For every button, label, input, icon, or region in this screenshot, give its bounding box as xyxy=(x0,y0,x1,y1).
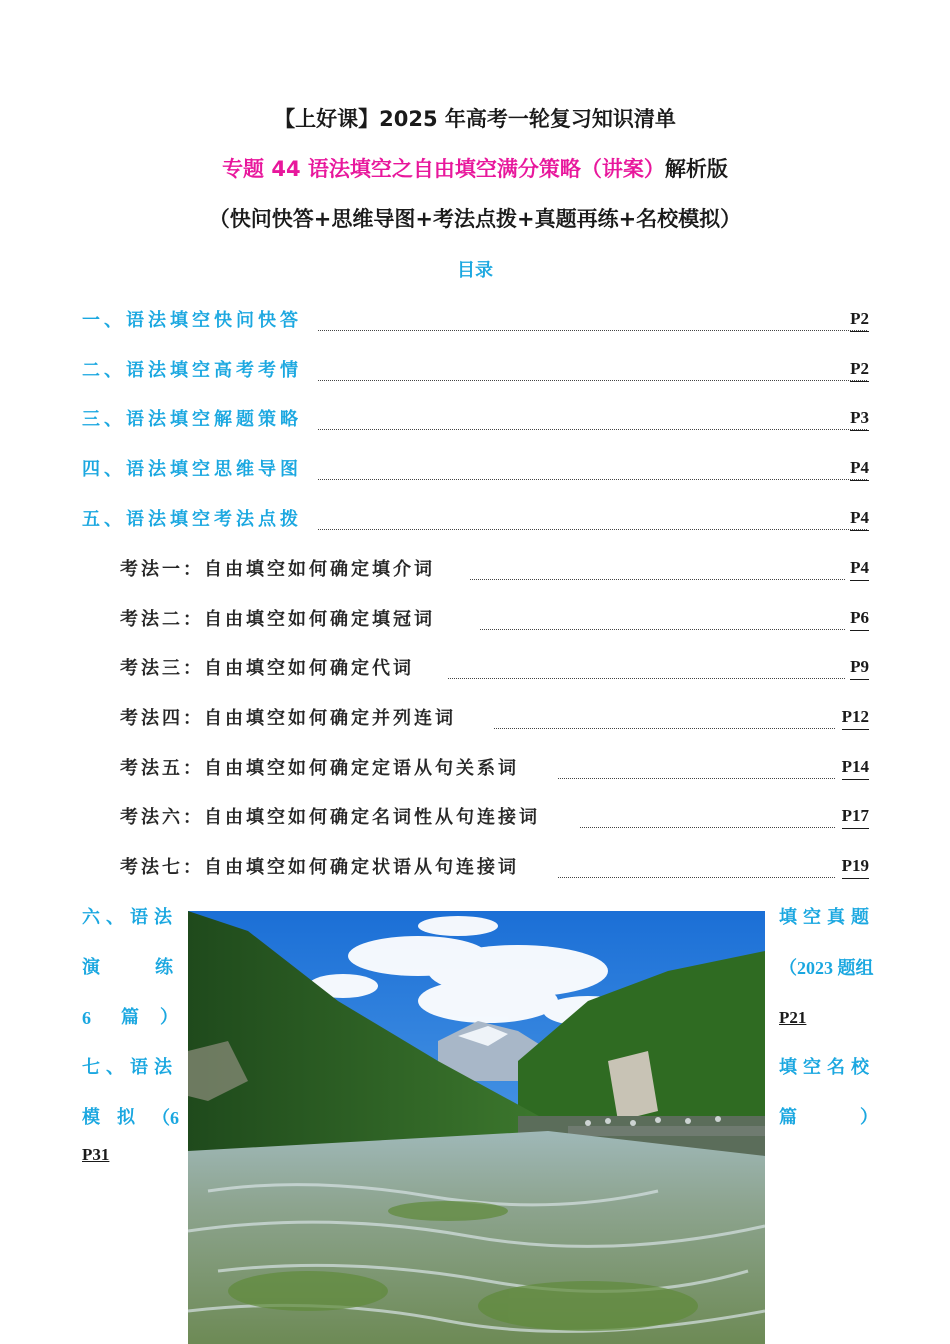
toc-item[interactable] xyxy=(82,307,869,335)
toc-subitem[interactable] xyxy=(120,755,869,783)
toc-fragment: 篇 xyxy=(121,1007,139,1028)
toc-subitem-page: P4 xyxy=(850,556,869,581)
toc-subitem-page: P17 xyxy=(842,804,869,829)
doc-title: 【上好课】2025 年高考一轮复习知识清单 xyxy=(274,107,676,131)
toc-item-label: 三、语法填空解题策略 xyxy=(82,409,302,430)
toc-fragment: ） xyxy=(860,1107,878,1128)
doc-sections-line: （快问快答+思维导图+考法点拨+真题再练+名校模拟） xyxy=(208,207,742,231)
toc-item-page: P3 xyxy=(850,406,869,431)
leader-dots xyxy=(318,529,867,530)
toc-subitem-page: P12 xyxy=(842,705,869,730)
toc-item-label: 五、语法填空考法点拨 xyxy=(82,509,302,530)
toc-heading: 目录 xyxy=(457,260,493,281)
leader-dots xyxy=(480,629,845,630)
toc-item-page: P4 xyxy=(850,506,869,531)
toc-subitem-page: P6 xyxy=(850,606,869,631)
toc-item-page: P2 xyxy=(850,307,869,332)
leader-dots xyxy=(318,330,867,331)
toc-subitem-label: 考法七：自由填空如何确定状语从句连接词 xyxy=(120,857,519,878)
toc-subitem[interactable] xyxy=(120,804,869,832)
leader-dots xyxy=(558,877,835,878)
toc-subitem-label: 考法六：自由填空如何确定名词性从句连接词 xyxy=(120,807,540,828)
toc-fragment: 拟 xyxy=(117,1107,135,1128)
leader-dots xyxy=(318,380,867,381)
toc-item-label: 二、语法填空高考考情 xyxy=(82,360,302,381)
toc-subitem-label: 考法二：自由填空如何确定填冠词 xyxy=(120,609,435,630)
toc-fragment-page[interactable]: P21 xyxy=(779,1008,807,1027)
subtitle-topic: 专题 44 语法填空之自由填空满分策略（讲案） xyxy=(222,157,665,181)
toc-subitem-label: 考法五：自由填空如何确定定语从句关系词 xyxy=(120,758,519,779)
toc-subitem-label: 考法三：自由填空如何确定代词 xyxy=(120,658,414,679)
toc-fragment: 模 xyxy=(82,1107,100,1128)
toc-item-label: 一、语法填空快问快答 xyxy=(82,310,302,331)
toc-fragment: 填空真题 xyxy=(779,907,875,928)
toc-item[interactable] xyxy=(82,406,869,434)
toc-subitem-page: P14 xyxy=(842,755,869,780)
toc-fragment: （2023 题组 xyxy=(779,958,874,978)
leader-dots xyxy=(448,678,845,679)
toc-fragment-page[interactable]: P31 xyxy=(82,1145,110,1164)
toc-subitem[interactable] xyxy=(120,854,869,882)
leader-dots xyxy=(318,429,867,430)
toc-fragment: 六、语法 xyxy=(82,907,178,928)
toc-item[interactable] xyxy=(82,456,869,484)
toc-fragment: 演 xyxy=(82,957,100,978)
toc-subitem-label: 考法一：自由填空如何确定填介词 xyxy=(120,559,435,580)
toc-fragment: 练 xyxy=(155,957,173,978)
toc-fragment: ） xyxy=(160,1007,178,1028)
landscape-photo xyxy=(188,911,765,1344)
subtitle-version: 解析版 xyxy=(664,157,728,181)
toc-subitem-page: P19 xyxy=(842,854,869,879)
doc-subtitle xyxy=(0,153,950,183)
toc-fragment: 篇 xyxy=(779,1107,797,1128)
leader-dots xyxy=(558,778,835,779)
leader-dots xyxy=(470,579,845,580)
toc-item-page: P2 xyxy=(850,357,869,382)
toc-subitem-page: P9 xyxy=(850,655,869,680)
toc-subitem[interactable] xyxy=(120,655,869,683)
toc-fragment: 6 xyxy=(82,1008,91,1028)
toc-fragment: 填空名校 xyxy=(779,1057,875,1078)
leader-dots xyxy=(494,728,835,729)
toc-item[interactable] xyxy=(82,357,869,385)
toc-item[interactable] xyxy=(82,506,869,534)
leader-dots xyxy=(580,827,835,828)
toc-subitem-label: 考法四：自由填空如何确定并列连词 xyxy=(120,708,456,729)
toc-fragment: 七、语法 xyxy=(82,1057,178,1078)
toc-subitem[interactable] xyxy=(120,705,869,733)
toc-subitem[interactable] xyxy=(120,606,869,634)
toc-item-page: P4 xyxy=(850,456,869,481)
leader-dots xyxy=(318,479,867,480)
toc-item-label: 四、语法填空思维导图 xyxy=(82,459,302,480)
toc-fragment: （6 xyxy=(152,1108,179,1128)
toc-subitem[interactable] xyxy=(120,556,869,584)
